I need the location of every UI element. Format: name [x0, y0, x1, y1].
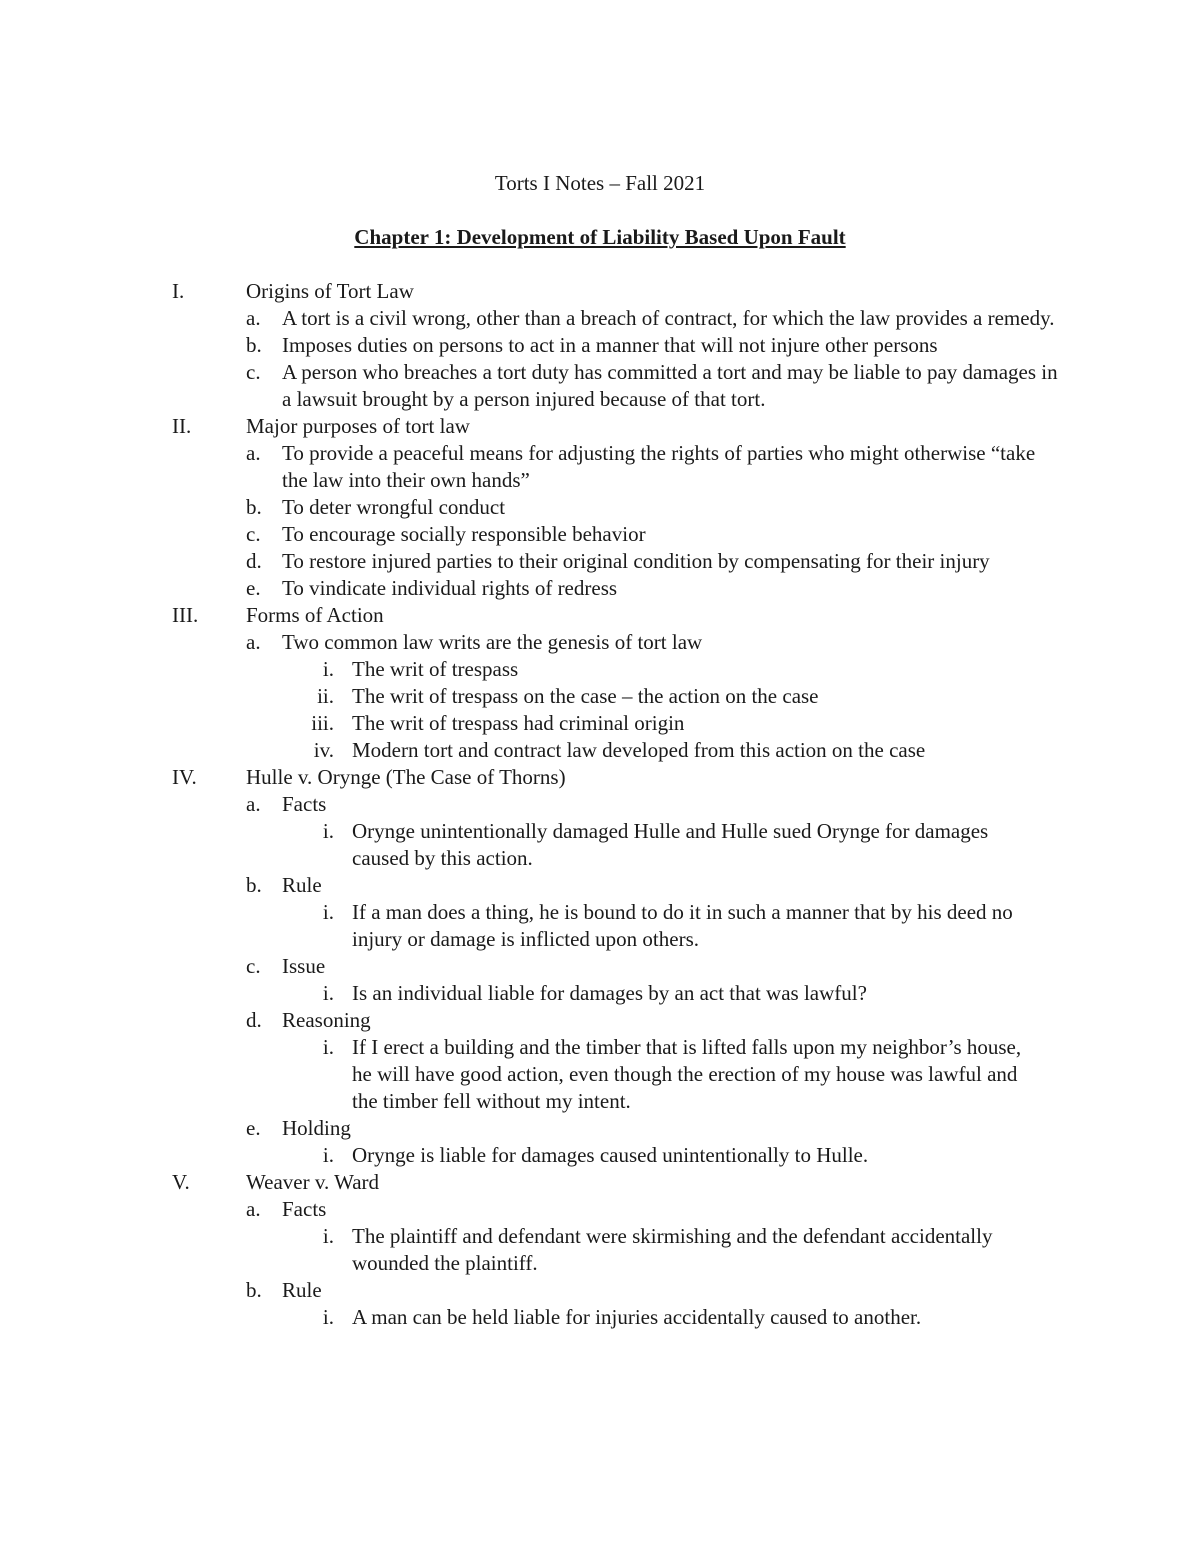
item-text: Imposes duties on persons to act in a manner that will not injure other persons [282, 333, 938, 357]
item-text: Rule [282, 873, 322, 897]
item-text: Two common law writs are the genesis of tort law [282, 630, 703, 654]
outline-section [0, 764, 1200, 791]
outline-item [0, 440, 1200, 494]
item-text: Is an individual liable for damages by an act that was lawful? [352, 981, 867, 1005]
chapter-heading: Chapter 1: Development of Liability Based Upon Fault [354, 225, 846, 249]
section-heading: Origins of Tort Law [246, 279, 414, 303]
list-marker: c. [246, 360, 261, 384]
list-marker: d. [246, 1008, 262, 1032]
outline-item [0, 1007, 1200, 1034]
outline-item [0, 332, 1200, 359]
item-text: To restore injured parties to their original condition by compensating for their injury [282, 549, 990, 573]
list-marker: c. [246, 954, 261, 978]
notes-outline [0, 278, 1200, 1331]
list-marker: c. [246, 522, 261, 546]
outline-section [0, 602, 1200, 629]
list-marker: i. [322, 1305, 334, 1329]
outline-item [0, 791, 1200, 818]
item-text: Orynge unintentionally damaged Hulle and Hulle sued Orynge for damages caused by this action. [352, 819, 989, 870]
outline-section [0, 1169, 1200, 1196]
item-text: Modern tort and contract law developed from this action on the case [352, 738, 926, 762]
list-marker: i. [322, 657, 334, 681]
list-marker: e. [246, 1116, 261, 1140]
list-marker: a. [246, 630, 261, 654]
item-text: To encourage socially responsible behavior [282, 522, 646, 546]
list-marker: a. [246, 306, 261, 330]
item-text: The writ of trespass had criminal origin [352, 711, 685, 735]
list-marker: i. [322, 981, 334, 1005]
outline-subitem [0, 710, 1200, 737]
outline-subitem [0, 899, 1200, 953]
outline-section [0, 278, 1200, 305]
outline-item [0, 305, 1200, 332]
outline-section [0, 413, 1200, 440]
section-heading: Forms of Action [246, 603, 384, 627]
item-text: A tort is a civil wrong, other than a breach of contract, for which the law provides a remedy. [282, 306, 1055, 330]
outline-subitem [0, 656, 1200, 683]
outline-subitem [0, 980, 1200, 1007]
item-text: To deter wrongful conduct [282, 495, 506, 519]
list-marker: e. [246, 576, 261, 600]
list-marker: i. [322, 1143, 334, 1167]
item-text: The writ of trespass on the case – the action on the case [352, 684, 819, 708]
outline-item [0, 494, 1200, 521]
list-marker: a. [246, 1197, 261, 1221]
outline-subitem [0, 1304, 1200, 1331]
list-marker: b. [246, 1278, 262, 1302]
list-marker: ii. [317, 684, 334, 708]
item-text: If a man does a thing, he is bound to do it in such a manner that by his deed no injury or damage is inflicted upon others. [352, 900, 1013, 951]
outline-item [0, 521, 1200, 548]
item-text: If I erect a building and the timber that is lifted falls upon my neighbor’s house, he will have good action, even though the erection of my house was lawful and the timber fell without my intent. [352, 1035, 1022, 1113]
item-text: The plaintiff and defendant were skirmishing and the defendant accidentally wounded the plaintiff. [352, 1224, 993, 1275]
list-marker: i. [322, 1035, 334, 1059]
outline-item [0, 575, 1200, 602]
list-marker: I. [172, 279, 185, 303]
outline-subitem [0, 818, 1200, 872]
outline-item [0, 1196, 1200, 1223]
outline-subitem [0, 1142, 1200, 1169]
list-marker: a. [246, 792, 261, 816]
item-text: Facts [282, 792, 327, 816]
item-text: To provide a peaceful means for adjusting the rights of parties who might otherwise “take the law into their own hands” [282, 441, 1036, 492]
outline-item [0, 359, 1200, 413]
document-title: Torts I Notes – Fall 2021 [494, 171, 706, 195]
outline-item [0, 1115, 1200, 1142]
list-marker: b. [246, 873, 262, 897]
list-marker: II. [172, 414, 192, 438]
list-marker: IV. [172, 765, 197, 789]
list-marker: i. [322, 900, 334, 924]
outline-item [0, 548, 1200, 575]
section-heading: Hulle v. Orynge (The Case of Thorns) [246, 765, 566, 789]
list-marker: d. [246, 549, 262, 573]
list-marker: iii. [311, 711, 334, 735]
list-marker: III. [172, 603, 199, 627]
item-text: Issue [282, 954, 326, 978]
list-marker: V. [172, 1170, 190, 1194]
section-heading: Weaver v. Ward [246, 1170, 380, 1194]
item-text: A man can be held liable for injuries accidentally caused to another. [352, 1305, 922, 1329]
list-marker: b. [246, 333, 262, 357]
item-text: To vindicate individual rights of redress [282, 576, 618, 600]
item-text: Reasoning [282, 1008, 371, 1032]
item-text: Orynge is liable for damages caused unintentionally to Hulle. [352, 1143, 869, 1167]
item-text: Holding [282, 1116, 351, 1140]
item-text: A person who breaches a tort duty has committed a tort and may be liable to pay damages in a lawsuit brought by a person injured because of that tort. [282, 360, 1058, 411]
outline-item [0, 953, 1200, 980]
list-marker: b. [246, 495, 262, 519]
list-marker: i. [322, 819, 334, 843]
list-marker: iv. [313, 738, 334, 762]
outline-subitem [0, 1223, 1200, 1277]
item-text: The writ of trespass [352, 657, 519, 681]
list-marker: i. [322, 1224, 334, 1248]
outline-subitem [0, 1034, 1200, 1115]
list-marker: a. [246, 441, 261, 465]
outline-subitem [0, 683, 1200, 710]
item-text: Facts [282, 1197, 327, 1221]
section-heading: Major purposes of tort law [246, 414, 470, 438]
item-text: Rule [282, 1278, 322, 1302]
outline-item [0, 629, 1200, 656]
outline-subitem [0, 737, 1200, 764]
outline-item [0, 1277, 1200, 1304]
outline-item [0, 872, 1200, 899]
